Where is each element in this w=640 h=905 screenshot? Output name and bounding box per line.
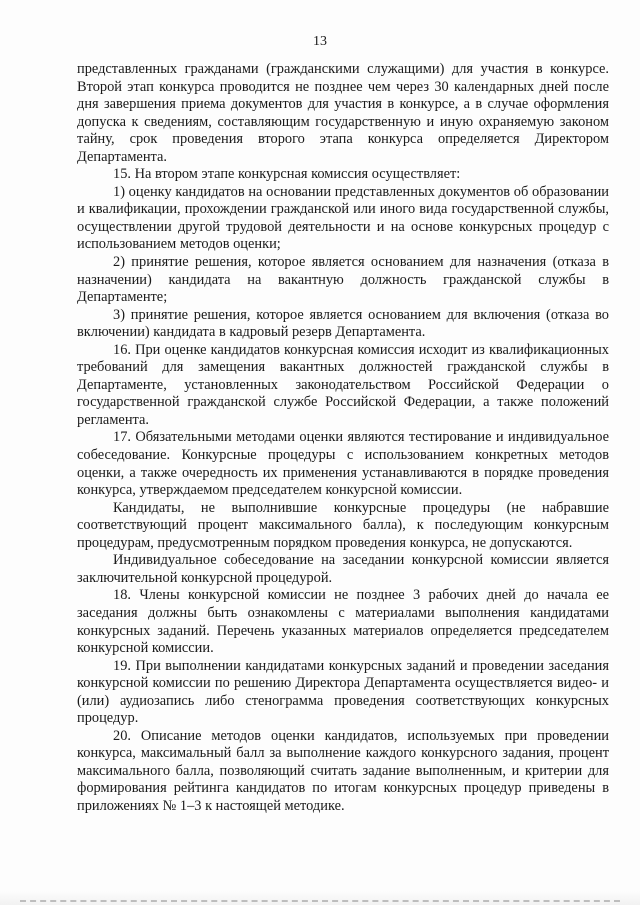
scan-edge-marks	[20, 896, 620, 902]
paragraph-item-16: 16. При оценке кандидатов конкурсная комиссия исходит из квалификационных требований для замещения вакантных должностей гражданской службы в Департаменте, установленных законодательством Российской Федерации о государственной гражданской службе Российской Федерации, а также положений регламента.	[77, 341, 609, 428]
paragraph-interview: Индивидуальное собеседование на заседании конкурсной комиссии является заключительной конкурсной процедурой.	[77, 552, 609, 586]
paragraph-continuation: представленных гражданами (гражданскими служащими) для участия в конкурсе. Второй этап конкурса проводится не позднее чем через 30 календарных дней после дня завершения приема документов для участия в конкурсе, а в случае оформления допуска к сведениям, составляющим государственную и иную охраняемую законом тайну, срок проведения второго этапа конкурса определяется Директором Департамента.	[77, 61, 609, 165]
paragraph-subitem-3: 3) принятие решения, которое является основанием для включения (отказа во включении) кандидата в кадровый резерв Департамента.	[77, 306, 609, 341]
page-number: 13	[313, 34, 327, 49]
body-text	[77, 61, 609, 816]
paragraph-item-15: 15. На втором этапе конкурсная комиссия осуществляет:	[113, 166, 461, 183]
paragraph-item-20: 20. Описание методов оценки кандидатов, используемых при проведении конкурса, максимальный балл за выполнение каждого конкурсного задания, процент максимального балла, позволяющий считать задание выполненным, и критерии для формирования рейтинга кандидатов по итогам конкурсных процедур приведены в приложениях № 1–3 к настоящей методике.	[77, 727, 609, 814]
paragraph-item-17: 17. Обязательными методами оценки являются тестирование и индивидуальное собеседование. Конкурсные процедуры с использованием конкретных методов оценки, а также очередность их применения устанавливаются в порядке проведения конкурса, утверждаемом председателем конкурсной комиссии.	[77, 429, 609, 499]
paragraph-subitem-1: 1) оценку кандидатов на основании представленных документов об образовании и квалификации, прохождении гражданской или иного вида государственной службы, осуществлении другой трудовой деятельности и на основе конкурсных процедур с использованием методов оценки;	[77, 183, 609, 253]
paragraph-candidates: Кандидаты, не выполнившие конкурсные процедуры (не набравшие соответствующий процент максимального балла), к последующим конкурсным процедурам, предусмотренным порядком проведения конкурса, не допускаются.	[77, 499, 609, 551]
paragraph-item-19: 19. При выполнении кандидатами конкурсных заданий и проведении заседания конкурсной комиссии по решению Директора Департамента осуществляется видео- и (или) аудиозапись либо стенограмма проведения соответствующих конкурсных процедур.	[77, 657, 609, 727]
paragraph-item-18: 18. Члены конкурсной комиссии не позднее 3 рабочих дней до начала ее заседания должны быть ознакомлены с материалами выполнения кандидатами конкурсных заданий. Перечень указанных материалов определяется председателем конкурсной комиссии.	[77, 587, 609, 657]
paragraph-subitem-2: 2) принятие решения, которое является основанием для назначения (отказа в назначении) кандидата на вакантную должность гражданской службы в Департаменте;	[77, 254, 609, 306]
